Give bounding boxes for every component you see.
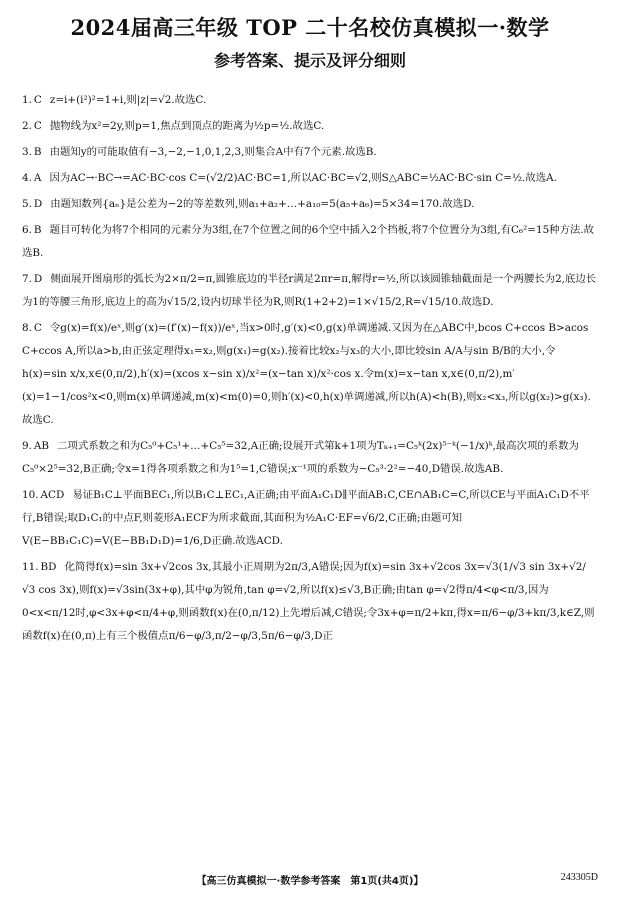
answer-number: 2.: [22, 120, 32, 132]
answer-item-5: [22, 193, 598, 216]
answer-choice: A: [33, 172, 42, 184]
answer-item-6: [22, 219, 598, 265]
answer-explanation: 题目可转化为将7个相同的元素分为3组,在7个位置之间的6个空中插入2个挡板,将7个位置分为3组,有C₆²=15种方法.故选B.: [22, 224, 595, 259]
answer-number: 4.: [22, 172, 32, 184]
answer-choice: ACD: [40, 489, 65, 501]
answer-explanation: 化简得f(x)=sin 3x+√2cos 3x,其最小正周期为2π/3,A错误;因为f(x)=sin 3x+√2cos 3x=√3(1/√3 sin 3x+√2/√3 cos 3x),则f(x)=√3sin(3x+φ),其中φ为锐角,tan φ=√2,所以f(x)≤√3,B正确;由tan φ=√2得π/4<φ<π/3,因为0<x<π/12时,φ<3x+φ<π/4+φ,则函数f(x)在(0,π/12)上先增后减,C错误;令3x+φ=π/2+kπ,得x=π/6−φ/3+kπ/3,k∈Z,则函数f(x)在(0,π)上有三个极值点π/6−φ/3,π/2−φ/3,5π/6−φ/3,D正: [22, 561, 595, 642]
footer-doc-code: 243305D: [560, 872, 598, 883]
answer-item-10: [22, 484, 598, 553]
answer-number: 7.: [22, 273, 32, 285]
answer-explanation: 抛物线为x²=2y,则p=1,焦点到顶点的距离为½p=½.故选C.: [49, 120, 325, 132]
answer-item-3: [22, 141, 598, 164]
answer-number: 1.: [22, 94, 32, 106]
answer-choice: AB: [33, 440, 50, 452]
answer-number: 11.: [22, 561, 39, 573]
answer-number: 9.: [22, 440, 32, 452]
answer-explanation: 因为AC→·BC→=AC·BC·cos C=(√2/2)AC·BC=1,所以AC·BC=√2,则S△ABC=½AC·BC·sin C=½.故选A.: [49, 172, 557, 184]
answer-number: 5.: [22, 198, 32, 210]
answer-number: 3.: [22, 146, 32, 158]
answer-choice: B: [33, 146, 42, 158]
footer-page-info: 【高三仿真模拟一·数学参考答案 第1页(共4页)】: [196, 876, 424, 887]
answer-item-11: [22, 556, 598, 648]
answer-item-2: [22, 115, 598, 138]
answer-explanation: 二项式系数之和为C₅⁰+C₅¹+…+C₅⁵=32,A正确;设展开式第k+1项为Tₖ₊₁=C₅ᵏ(2x)⁵⁻ᵏ(−1/x)ᵏ,最高次项的系数为C₅⁰×2⁵=32,B正确;令x=1得各项系数之和为1⁵=1,C错误;x⁻¹项的系数为−C₅³·2²=−40,D错误.故选AB.: [22, 440, 579, 475]
answer-item-1: [22, 89, 598, 112]
answer-choice: C: [33, 94, 42, 106]
answer-choice: C: [33, 322, 42, 334]
answer-choice: C: [33, 120, 42, 132]
answer-item-8: [22, 317, 598, 432]
page-footer: [0, 872, 620, 892]
answer-number: 6.: [22, 224, 32, 236]
answer-explanation: 侧面展开图扇形的弧长为2×π/2=π,圆锥底边的半径r满足2πr=π,解得r=½,所以该圆锥轴截面是一个两腰长为2,底边长为1的等腰三角形,底边上的高为√15/2,设内切球半径为R,则R(1+2+2)=1×√15/2,R=√15/10.故选D.: [22, 273, 597, 308]
answer-choice: B: [33, 224, 42, 236]
answer-item-9: [22, 435, 598, 481]
answer-list: [22, 89, 598, 648]
answer-item-7: [22, 268, 598, 314]
answer-number: 8.: [22, 322, 32, 334]
answer-choice: BD: [40, 561, 57, 573]
answer-explanation: 令g(x)=f(x)/eˣ,则g′(x)=(f′(x)−f(x))/eˣ,当x>0时,g′(x)<0,g(x)单调递减.又因为在△ABC中,bcos C+ccos B>acos C+ccos A,所以a>b,由正弦定理得x₁=x₂,则g(x₁)=g(x₂).接着比较x₂与x₃的大小,即比较sin A/A与sin B/B的大小,令h(x)=sin x/x,x∈(0,π/2),h′(x)=(xcos x−sin x)/x²=(x−tan x)/x²·cos x.令m(x)=x−tan x,x∈(0,π/2),m′(x)=1−1/cos²x<0,则m(x)单调递减,m(x)<m(0)=0,则h′(x)<0,h(x)单调递减,所以h(A)<h(B),则x₂<x₃,所以g(x₂)>g(x₃).故选C.: [22, 322, 591, 426]
answer-explanation: 由题知y的可能取值有−3,−2,−1,0,1,2,3,则集合A中有7个元素.故选B.: [49, 146, 377, 158]
answer-explanation: z=i+(i²)²=1+i,则|z|=√2.故选C.: [49, 94, 207, 106]
answer-choice: D: [33, 198, 43, 210]
page-subtitle: 参考答案、提示及评分细则: [213, 51, 406, 70]
page-title: 2024届高三年级 TOP 二十名校仿真模拟一·数学: [70, 15, 550, 40]
answer-choice: D: [33, 273, 43, 285]
answer-explanation: 易证B₁C⊥平面BEC₁,所以B₁C⊥EC₁,A正确;由平面A₁C₁D∥平面AB₁C,CE∩AB₁C=C,所以CE与平面A₁C₁D不平行,B错误;取D₁C₁的中点F,则菱形A₁ECF为所求截面,其面积为½A₁C·EF=√6/2,C正确;由题可知V(E−BB₁C₁C)=V(E−BB₁D₁D)=1/6,D正确.故选ACD.: [22, 489, 590, 547]
answer-explanation: 由题知数列{aₙ}是公差为−2的等差数列,则a₁+a₂+…+a₁₀=5(a₅+a₆)=5×34=170.故选D.: [50, 198, 475, 210]
answer-item-4: [22, 167, 598, 190]
answer-number: 10.: [22, 489, 39, 501]
